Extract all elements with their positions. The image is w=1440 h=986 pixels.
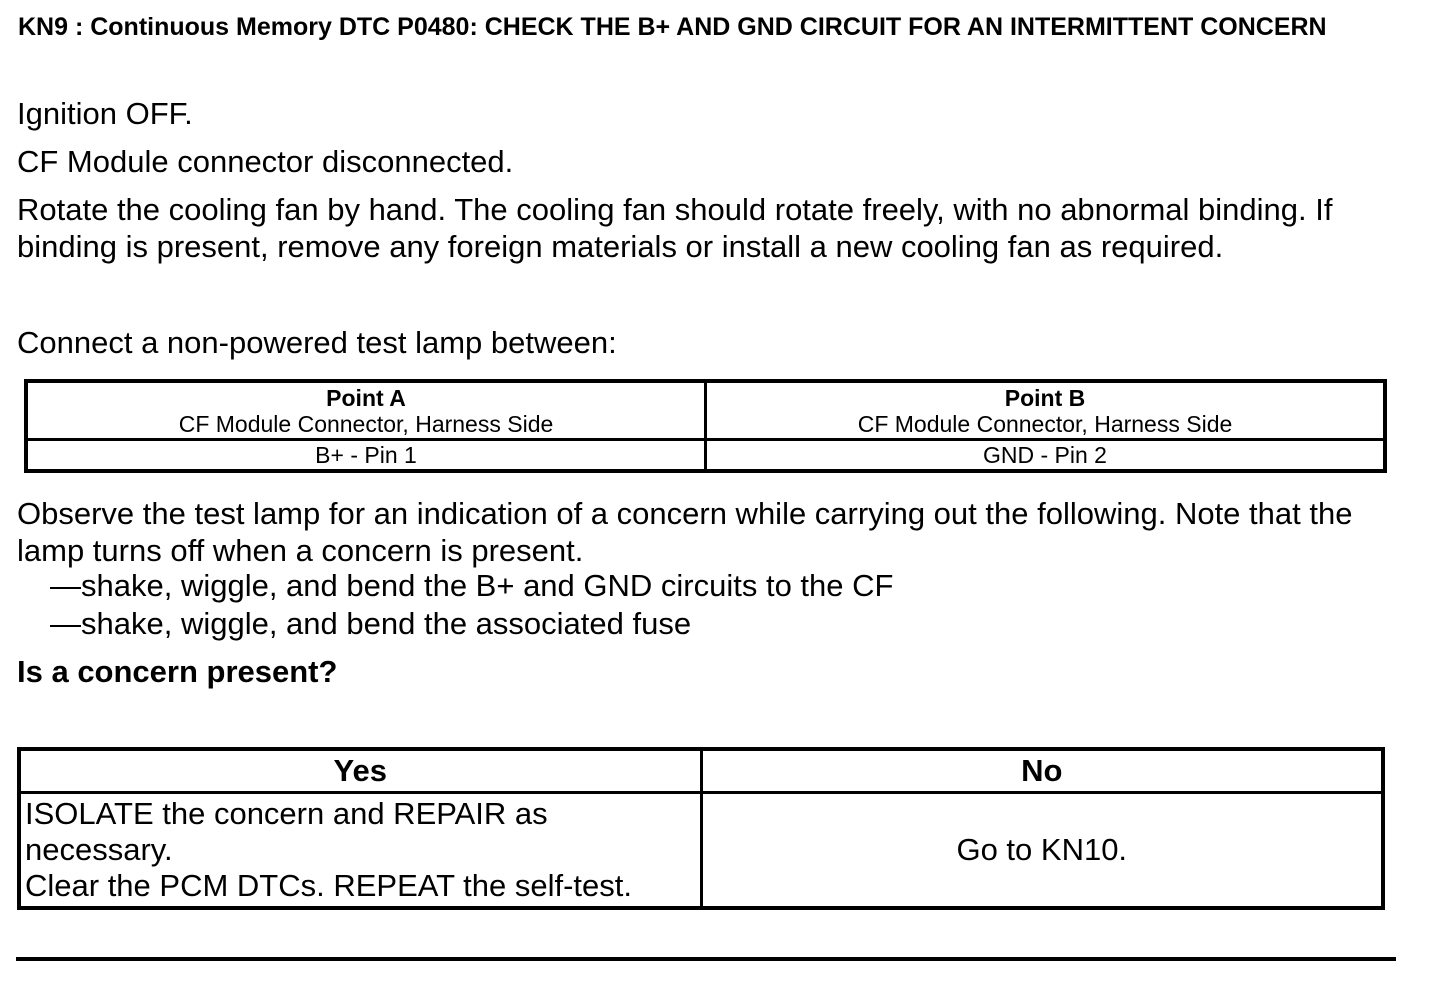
yes-action-line: ISOLATE the concern and REPAIR as (25, 796, 548, 831)
yes-action-cell (19, 793, 701, 909)
result-table (17, 747, 1385, 910)
test-lamp-table (24, 379, 1387, 473)
bottom-divider (16, 957, 1396, 961)
point-b-subheader: CF Module Connector, Harness Side (857, 410, 1233, 437)
bullet-item: —shake, wiggle, and bend the B+ and GND circuits to the CF (50, 568, 894, 603)
test-table-value-row (26, 440, 1385, 472)
no-header: No (701, 749, 1383, 793)
point-b-value: GND - Pin 2 (706, 440, 1386, 472)
yes-header: Yes (19, 749, 701, 793)
no-action-cell: Go to KN10. (701, 793, 1383, 909)
bullet-item: —shake, wiggle, and bend the associated fuse (50, 606, 692, 641)
result-table-header-row (19, 749, 1383, 793)
step-ignition: Ignition OFF. (17, 96, 193, 131)
page-title: KN9 : Continuous Memory DTC P0480: CHECK THE B+ AND GND CIRCUIT FOR AN INTERMITTENT CONCERN (18, 13, 1327, 41)
point-a-header: Point A (326, 384, 406, 411)
yes-action-line: Clear the PCM DTCs. REPEAT the self-test. (25, 868, 632, 903)
point-a-value: B+ - Pin 1 (26, 440, 706, 472)
step-observe: Observe the test lamp for an indication of a concern while carrying out the following. Note that the lamp turns off when a concern is present. (17, 496, 1353, 568)
question-heading: Is a concern present? (17, 654, 338, 689)
step-rotate-fan: Rotate the cooling fan by hand. The cooling fan should rotate freely, with no abnormal binding. If binding is present, remove any foreign materials or install a new cooling fan as required. (17, 192, 1333, 264)
point-b-header-cell (706, 381, 1386, 440)
point-a-header-cell (26, 381, 706, 440)
point-b-header: Point B (1004, 384, 1086, 411)
test-table-header-row (26, 381, 1385, 440)
step-connector: CF Module connector disconnected. (17, 144, 514, 179)
point-a-subheader: CF Module Connector, Harness Side (178, 410, 554, 437)
yes-action-line: necessary. (25, 832, 173, 867)
result-table-body-row (19, 793, 1383, 909)
step-connect-lamp: Connect a non-powered test lamp between: (17, 325, 617, 360)
